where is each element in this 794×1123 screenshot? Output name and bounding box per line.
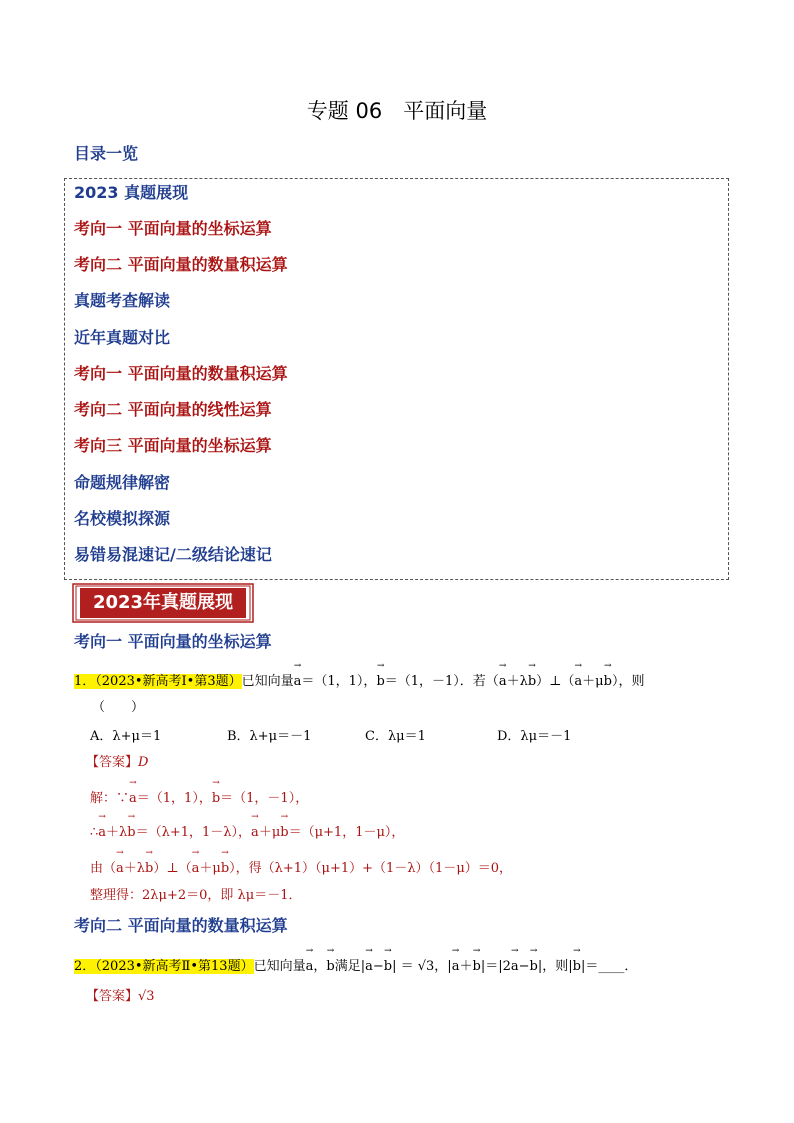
solution-text: ＝（μ+1，1－μ）， <box>288 825 405 840</box>
question-number: 1． <box>74 674 96 689</box>
solution-text: ＋μ <box>199 861 221 876</box>
vector-b: → b <box>376 671 384 693</box>
toc-item[interactable]: 考向一 平面向量的坐标运算 <box>74 219 272 238</box>
vector-b: → b <box>528 671 536 693</box>
vector-a: → a <box>365 956 373 978</box>
solution-text: ＋λ <box>106 825 128 840</box>
stem-text: |＝|2 <box>480 959 511 974</box>
vector-a: → a <box>511 956 519 978</box>
solution-text: ＋μ <box>258 825 281 840</box>
vector-b: → b <box>127 822 135 844</box>
toc-heading: 目录一览 <box>74 144 139 163</box>
solution-line-3 <box>90 858 512 880</box>
answer-blank: （ ） <box>92 700 145 715</box>
stem-text: ＋μ <box>582 674 604 689</box>
vector-b: → b <box>326 956 334 978</box>
solution-line-4: 整理得：2λμ+2＝0，即 λμ＝－1． <box>90 888 302 903</box>
stem-text: − <box>518 959 530 974</box>
question-source: （2023•新高考Ⅱ•第13题） <box>95 959 254 974</box>
stem-text: 已知向量 <box>253 959 306 974</box>
vector-a: → a <box>499 671 507 693</box>
toc-item[interactable]: 考向一 平面向量的数量积运算 <box>74 364 288 383</box>
stem-text: ＝（1，－1）．若（ <box>384 674 499 689</box>
vector-a: → a <box>294 671 302 693</box>
vector-b: → b <box>573 956 581 978</box>
option-a[interactable]: A．λ+μ＝1 <box>90 729 162 744</box>
solution-text: ）⊥（ <box>153 861 192 876</box>
banner-title: 2023年真题展现 <box>80 588 246 618</box>
vector-a: → a <box>116 858 124 880</box>
stem-text: ， <box>313 959 327 974</box>
solution-text: ＝（1，－1）， <box>220 791 309 806</box>
stem-text: |，则| <box>537 959 573 974</box>
stem-text: ＋ <box>459 959 473 974</box>
stem-text: |＝____． <box>580 959 638 974</box>
vector-a: → a <box>98 822 106 844</box>
vector-b: → b <box>145 858 153 880</box>
section-heading: 考向二 平面向量的数量积运算 <box>74 916 288 935</box>
solution-text: ＝（λ+1，1－λ）， <box>135 825 252 840</box>
stem-text: 满足| <box>334 959 366 974</box>
toc-item[interactable]: 命题规律解密 <box>74 473 171 492</box>
answer-value: √3 <box>138 989 155 1004</box>
vector-b: → b <box>221 858 229 880</box>
page-title: 专题 06 平面向量 <box>306 99 488 123</box>
answer-label: 【答案】 <box>86 755 139 770</box>
stem-text: ＋λ <box>506 674 528 689</box>
toc-item[interactable]: 近年真题对比 <box>74 328 171 347</box>
solution-line-2 <box>90 822 404 844</box>
vector-a: → a <box>452 956 460 978</box>
toc-item[interactable]: 2023 真题展现 <box>74 183 189 202</box>
answer-line <box>86 752 148 774</box>
vector-a: → a <box>129 788 137 810</box>
vector-b: → b <box>472 956 480 978</box>
vector-b: → b <box>384 956 392 978</box>
toc-item[interactable]: 名校模拟探源 <box>74 509 171 528</box>
solution-text: ），得（λ+1）（μ+1）+（1－λ）（1－μ）＝0， <box>229 861 513 876</box>
toc-box <box>64 178 729 580</box>
question-2-stem <box>74 956 734 978</box>
option-d[interactable]: D．λμ＝－1 <box>497 729 572 744</box>
question-number: 2． <box>74 959 96 974</box>
question-1-stem <box>74 671 734 693</box>
vector-a: → a <box>192 858 200 880</box>
solution-text: 解：∵ <box>90 791 130 806</box>
toc-item[interactable]: 考向三 平面向量的坐标运算 <box>74 436 272 455</box>
vector-a: → a <box>574 671 582 693</box>
solution-line-1 <box>90 788 308 810</box>
stem-text: ＝（1，1）， <box>301 674 377 689</box>
toc-item[interactable]: 考向二 平面向量的数量积运算 <box>74 255 288 274</box>
vector-b: → b <box>280 822 288 844</box>
stem-text: 已知向量 <box>241 674 294 689</box>
option-b[interactable]: B．λ+μ＝－1 <box>227 729 312 744</box>
toc-item[interactable]: 真题考查解读 <box>74 291 171 310</box>
stem-text: − <box>372 959 384 974</box>
stem-text: ），则 <box>611 674 645 689</box>
stem-text: ）⊥（ <box>536 674 575 689</box>
vector-a: → a <box>251 822 259 844</box>
solution-text: ＋λ <box>123 861 146 876</box>
stem-text: | ＝ √3，| <box>392 959 452 974</box>
solution-text: ＝（1，1）， <box>136 791 212 806</box>
solution-text: ∴ <box>90 825 99 840</box>
answer-line <box>86 986 155 1008</box>
question-source: （2023•新高考Ⅰ•第3题） <box>95 674 242 689</box>
toc-item[interactable]: 易错易混速记/二级结论速记 <box>74 545 272 564</box>
solution-text: 由（ <box>90 861 117 876</box>
section-banner <box>72 583 254 623</box>
vector-b: → b <box>604 671 612 693</box>
vector-b: → b <box>530 956 538 978</box>
section-heading: 考向一 平面向量的坐标运算 <box>74 632 272 651</box>
option-c[interactable]: C．λμ＝1 <box>365 729 426 744</box>
toc-item[interactable]: 考向二 平面向量的线性运算 <box>74 400 272 419</box>
vector-a: → a <box>306 956 314 978</box>
vector-b: → b <box>212 788 220 810</box>
answer-label: 【答案】 <box>86 989 139 1004</box>
answer-value: D <box>138 755 149 770</box>
